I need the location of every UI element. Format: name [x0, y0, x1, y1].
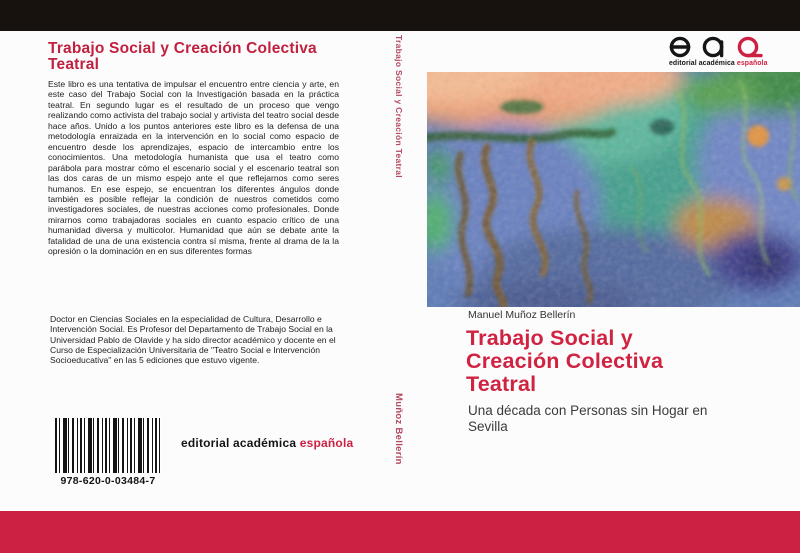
front-title-line3: Teatral — [466, 372, 537, 396]
back-cover-title — [48, 41, 333, 72]
back-title-line2: Teatral — [48, 55, 100, 73]
back-title-line1: Trabajo Social y Creación Colectiva — [48, 40, 317, 57]
publisher-wordmark-back — [181, 436, 353, 450]
publisher-wordmark-black: editorial académica — [181, 436, 297, 450]
top-black-band — [0, 0, 800, 31]
spine-title: Trabajo Social y Creación Teatral — [394, 35, 404, 178]
front-cover-subtitle — [468, 403, 738, 434]
isbn-number: 978-620-0-03484-7 — [60, 475, 156, 487]
front-author-name: Manuel Muñoz Bellerín — [468, 309, 576, 321]
publisher-wordmark-front — [669, 60, 768, 67]
bottom-red-band — [0, 511, 800, 553]
publisher-wordmark-red: española — [736, 60, 768, 67]
front-subtitle-line2: Sevilla — [468, 418, 508, 434]
spine-author: Muñoz Bellerín — [393, 393, 404, 465]
front-title-line2: Creación Colectiva — [466, 349, 664, 373]
back-cover-synopsis: Este libro es una tentativa de impulsar el encuentro entre ciencia y arte, en este caso del Trabajo Social con la Investigación basada en la práctica teatral. En segundo lugar es el resultado de un proceso que vengo realizando como activista del trabajo social y artivista del teatro social desde hace años. Unido a los puntos anteriores este libro es la defensa de una metodología enraizada en la intervención en lo social como espacio de encuentro desde los aprendizajes, espacio de intercambio entre los conocimientos. Una metodología humanista que usa el teatro como parábola para mostrar cómo el escenario social y el escenario teatral son las dos caras de un mismo espejo ante el que reflejarnos como seres humanos. En ese espejo, se encuentran los diferentes ángulos donde también es posible reflejar la condición de nuestros cometidos como investigadores sociales, de nuestras acciones como profesionales. Donde mirarnos como trabajadoras sociales en cuanto espacio crítico de una humanidad diversa y multicolor. Humanidad que aún se debate ante la fatalidad de una de una existencia contra sí misma, frente al drama de la la opresión o la dominación en en sus diferentes formas — [48, 79, 339, 257]
author-bio: Doctor en Ciencias Sociales en la especialidad de Cultura, Desarrollo e Intervención Social. Es Profesor del Departamento de Trabajo Social en la Universidad Pablo de Olavide y ha sido director académico y docente en el Curso de Especialización Universitaria de "Teatro Social e Intervención Socioeducativa" en las 5 ediciones que estuvo vigente. — [50, 314, 336, 366]
front-subtitle-line1: Una década con Personas sin Hogar en — [468, 403, 708, 418]
front-title-line1: Trabajo Social y — [466, 326, 633, 350]
front-cover-title — [466, 327, 716, 396]
cover-artwork-map — [427, 72, 800, 307]
publisher-wordmark-black: editorial académica — [669, 60, 735, 67]
barcode — [55, 418, 161, 473]
eae-logo-icon — [668, 36, 765, 60]
publisher-wordmark-red: española — [299, 436, 354, 450]
barcode-block — [55, 418, 161, 490]
